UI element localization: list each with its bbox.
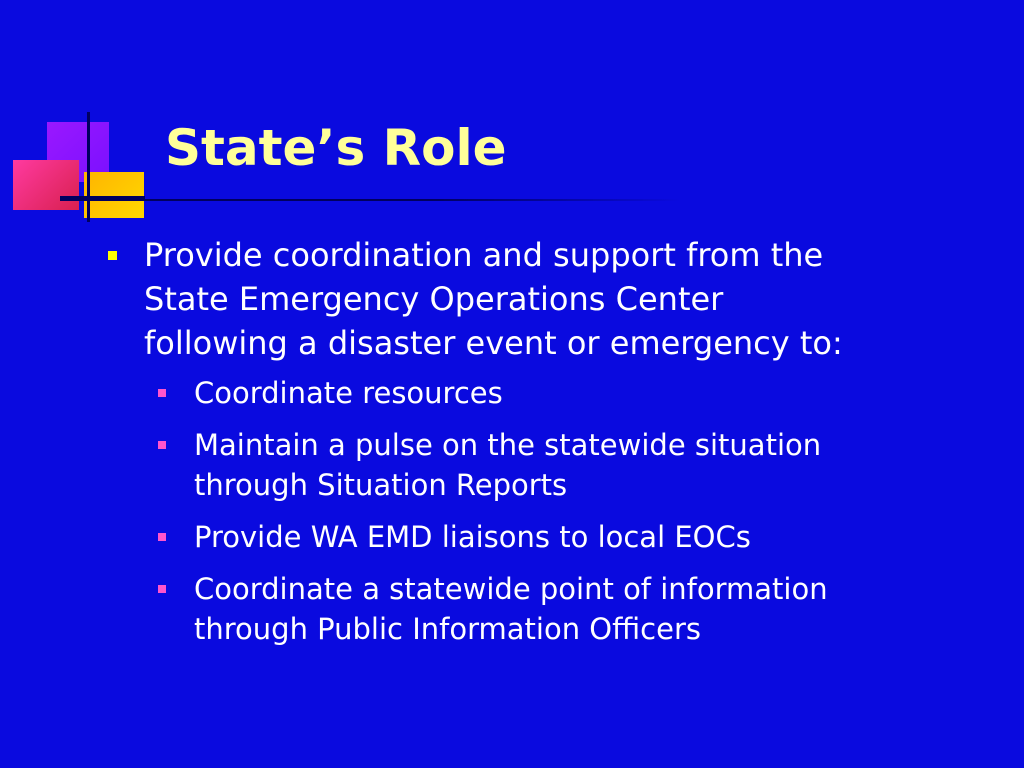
sub-bullet-line: through Situation Reports: [194, 468, 568, 502]
sub-bullet-item: [100, 569, 1000, 649]
orange-square: [84, 172, 144, 218]
sub-bullet-line: Coordinate a statewide point of information: [194, 572, 828, 606]
pink-square: [13, 160, 79, 210]
sub-bullet-item: [100, 517, 1000, 557]
slide-title: State’s Role: [165, 119, 507, 177]
title-underline-rule: [60, 199, 680, 201]
square-bullet-icon: [158, 389, 166, 397]
square-bullet-icon: [158, 585, 166, 593]
slide-body: [100, 233, 1000, 661]
square-bullet-icon: [158, 441, 166, 449]
main-bullet-line: following a disaster event or emergency to:: [144, 324, 843, 362]
sub-bullet-line: Coordinate resources: [194, 376, 503, 410]
sub-bullet-list: [100, 373, 1000, 649]
square-bullet-icon: [108, 251, 117, 260]
sub-bullet-line: Provide WA EMD liaisons to local EOCs: [194, 520, 751, 554]
logo-vertical-line: [87, 112, 90, 222]
main-bullet-item: [100, 233, 1000, 365]
sub-bullet-line: through Public Information Officers: [194, 612, 701, 646]
sub-bullet-line: Maintain a pulse on the statewide situation: [194, 428, 822, 462]
main-bullet-line: Provide coordination and support from the: [144, 236, 824, 274]
main-bullet-line: State Emergency Operations Center: [144, 280, 724, 318]
sub-bullet-item: [100, 373, 1000, 413]
decorative-squares-logo: [0, 0, 150, 230]
sub-bullet-item: [100, 425, 1000, 505]
square-bullet-icon: [158, 533, 166, 541]
